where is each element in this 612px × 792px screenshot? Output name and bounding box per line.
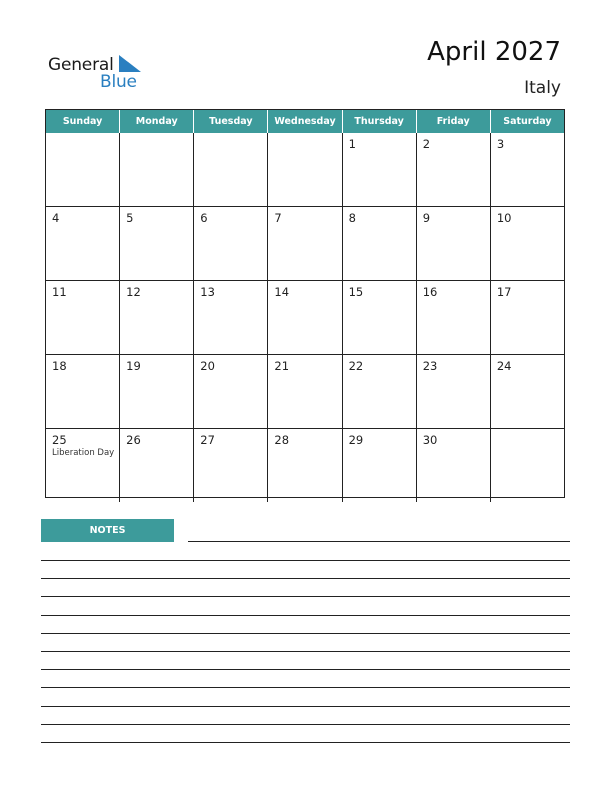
day-number: 1 [348,137,356,151]
day-number: 16 [422,285,438,299]
notes-line [41,615,570,616]
week-row [46,206,564,280]
day-cell-1 [342,133,416,206]
day-cell-19 [119,355,193,428]
day-cell-24 [490,355,564,428]
day-cell-22 [342,355,416,428]
day-cell-26 [119,429,193,502]
day-cell-21 [267,355,341,428]
day-cell-6 [193,207,267,280]
day-number: 29 [348,433,364,447]
holiday-label: Liberation Day [52,448,115,458]
day-number: 13 [200,285,215,299]
week-row [46,280,564,354]
day-cell-14 [267,281,341,354]
notes-line [41,560,570,561]
day-cell-20 [193,355,267,428]
logo-text-blue: Blue [100,72,137,92]
country-label: Italy [524,78,561,98]
notes-label: NOTES [41,519,174,542]
week-row [46,428,564,502]
day-number: 4 [52,211,60,225]
day-number: 19 [126,359,141,373]
day-cell-9 [416,207,490,280]
day-number: 28 [274,433,290,447]
day-number: 27 [200,433,215,447]
empty-day-cell [267,133,341,206]
empty-day-cell [193,133,267,206]
day-cell-27 [193,429,267,502]
notes-line [41,742,570,743]
day-number: 9 [422,211,431,225]
day-number: 7 [274,211,282,225]
day-cell-3 [490,133,564,206]
day-cell-23 [416,355,490,428]
calendar-grid [45,109,565,498]
day-number: 12 [126,285,141,299]
weekday-sunday: Sunday [62,116,103,127]
notes-line [41,578,570,579]
day-number: 11 [52,285,67,299]
notes-line [41,651,570,652]
day-cell-18 [46,355,119,428]
day-number: 25 [52,433,67,447]
day-number: 14 [274,285,290,299]
day-number: 17 [496,285,512,299]
day-cell-25 [46,429,119,502]
brand-logo [48,52,158,92]
day-number: 20 [200,359,215,373]
notes-line [41,706,570,707]
day-number: 10 [496,211,512,225]
day-number: 26 [126,433,141,447]
week-row [46,354,564,428]
weekday-header-row [46,110,564,133]
week-row [46,133,564,206]
day-cell-12 [119,281,193,354]
weekday-wednesday: Wednesday [267,110,341,133]
day-number: 15 [348,285,364,299]
page-title: April 2027 [427,37,561,67]
day-number: 18 [52,359,67,373]
day-cell-4 [46,207,119,280]
day-cell-11 [46,281,119,354]
logo-text-general: General [48,55,114,75]
day-cell-13 [193,281,267,354]
day-number: 5 [126,211,134,225]
day-cell-15 [342,281,416,354]
day-cell-17 [490,281,564,354]
day-number: 24 [496,359,512,373]
day-cell-2 [416,133,490,206]
day-cell-16 [416,281,490,354]
day-number: 6 [200,211,208,225]
weekday-saturday: Saturday [490,110,564,133]
day-cell-29 [342,429,416,502]
weekday-friday: Friday [416,110,490,133]
day-number: 23 [422,359,438,373]
day-number: 21 [274,359,290,373]
logo-triangle-icon [119,55,141,72]
day-number: 30 [422,433,438,447]
notes-line [41,724,570,725]
notes-line [41,669,570,670]
empty-day-cell [490,429,564,502]
day-number: 2 [422,137,431,151]
day-cell-5 [119,207,193,280]
notes-line [188,541,570,542]
empty-day-cell [119,133,193,206]
day-number: 22 [348,359,364,373]
weekday-monday: Monday [119,110,193,133]
day-number: 8 [348,211,356,225]
day-number: 3 [496,137,505,151]
weekday-tuesday: Tuesday [193,110,267,133]
day-cell-30 [416,429,490,502]
day-cell-10 [490,207,564,280]
notes-line [41,687,570,688]
empty-day-cell [46,133,119,206]
day-cell-7 [267,207,341,280]
day-cell-28 [267,429,341,502]
weekday-thursday: Thursday [342,110,416,133]
calendar-body [46,133,564,502]
notes-line [41,596,570,597]
day-cell-8 [342,207,416,280]
notes-line [41,633,570,634]
